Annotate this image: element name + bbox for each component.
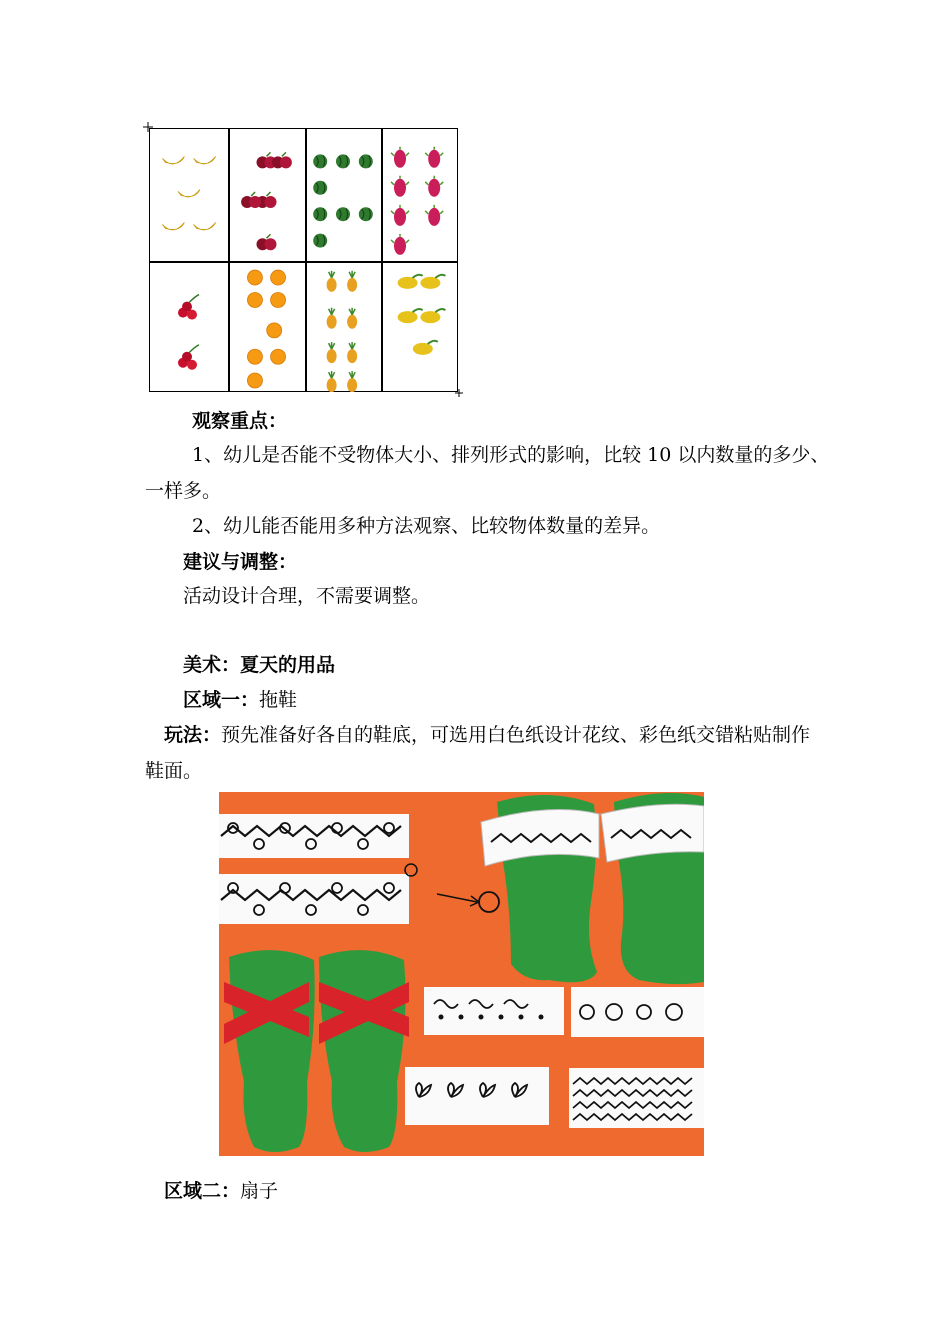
banana-icon: [194, 222, 216, 230]
mango-icon-group: [381, 261, 457, 393]
watermelon-icon: [313, 154, 327, 168]
pineapple-icon: [327, 371, 337, 392]
fruit-cell-plum: [228, 129, 305, 261]
area-2-value: 扇子: [240, 1180, 279, 1202]
watermelon-icon-group: [305, 129, 381, 261]
mango-icon: [398, 275, 423, 289]
watermelon-icon: [313, 181, 327, 195]
observation-item-1: 1、幼儿是否能不受物体大小、排列形式的影响，比较 10 以内数量的多少、: [192, 444, 830, 466]
watermelon-icon: [313, 234, 327, 248]
craft-illustration: [219, 792, 704, 1156]
observation-item-1-cont: 一样多。: [145, 480, 222, 502]
dragonfruit-icon: [391, 234, 409, 255]
mango-icon: [398, 309, 423, 323]
pineapple-icon: [347, 308, 357, 329]
area-1-label: 区域一：: [183, 689, 260, 711]
play-text: 预先准备好各自的鞋底，可选用白色纸设计花纹、彩色纸交错粘贴制作: [221, 724, 811, 746]
area-1: [183, 686, 297, 714]
banana-icon: [178, 189, 200, 197]
orange-icon: [271, 270, 286, 285]
observation-item-2: 2、幼儿能否能用多种方法观察、比较物体数量的差异。: [192, 515, 661, 537]
banana-icon: [194, 156, 216, 164]
dragonfruit-icon: [425, 147, 443, 168]
pineapple-icon: [347, 271, 357, 292]
fruit-cell-pineapple: [305, 261, 381, 393]
orange-icon: [247, 293, 262, 308]
slipper-craft-photo: [219, 792, 704, 1156]
cherry-icon-group: [150, 261, 228, 393]
pineapple-icon: [347, 342, 357, 363]
watermelon-icon: [359, 154, 373, 168]
fruit-cell-orange: [228, 261, 305, 393]
watermelon-icon: [313, 207, 327, 221]
play-label: 玩法：: [164, 724, 222, 746]
play-instructions: [164, 721, 810, 749]
observation-heading: 观察重点：: [192, 410, 288, 432]
orange-icon-group: [228, 261, 305, 393]
banana-icon-group: [150, 129, 228, 261]
area-1-value: 拖鞋: [259, 689, 298, 711]
dragonfruit-icon: [391, 147, 409, 168]
plum-icon: [257, 234, 277, 250]
plum-icon-group: [228, 129, 305, 261]
area-2-label: 区域二：: [164, 1180, 241, 1202]
table-anchor-icon: [143, 122, 153, 132]
fruit-cell-banana: [150, 129, 228, 261]
watermelon-icon: [359, 207, 373, 221]
cherry-icon: [178, 295, 199, 320]
dragonfruit-icon-group: [381, 129, 457, 261]
pineapple-icon: [327, 308, 337, 329]
plum-icon: [241, 192, 261, 208]
fruit-cell-mango: [381, 261, 457, 393]
mango-icon: [420, 275, 445, 289]
mango-icon: [413, 341, 438, 355]
fruit-cell-cherry: [150, 261, 228, 393]
watermelon-icon: [336, 207, 350, 221]
pineapple-icon: [347, 371, 357, 392]
suggestion-heading: 建议与调整：: [183, 551, 298, 573]
banana-icon: [162, 222, 184, 230]
orange-icon: [271, 293, 286, 308]
cherry-icon: [178, 345, 199, 370]
orange-icon: [267, 323, 282, 338]
art-title: 美术：夏天的用品: [183, 654, 336, 676]
orange-icon: [247, 373, 262, 388]
pineapple-icon: [327, 271, 337, 292]
fruit-cell-dragonfruit: [381, 129, 457, 261]
mango-icon: [420, 309, 445, 323]
orange-icon: [247, 270, 262, 285]
suggestion-text: 活动设计合理，不需要调整。: [183, 585, 431, 607]
dragonfruit-icon: [425, 176, 443, 197]
pineapple-icon-group: [305, 261, 381, 393]
orange-icon: [247, 349, 262, 364]
table-corner-icon: [455, 389, 463, 397]
play-text-cont: 鞋面。: [145, 760, 203, 782]
area-2: [164, 1177, 278, 1205]
dragonfruit-icon: [391, 176, 409, 197]
pineapple-icon: [327, 342, 337, 363]
dragonfruit-icon: [425, 205, 443, 226]
fruit-counting-table: [149, 128, 458, 392]
watermelon-icon: [336, 154, 350, 168]
plum-icon: [272, 152, 292, 168]
dragonfruit-icon: [391, 205, 409, 226]
fruit-cell-watermelon: [305, 129, 381, 261]
orange-icon: [271, 349, 286, 364]
banana-icon: [162, 156, 184, 164]
